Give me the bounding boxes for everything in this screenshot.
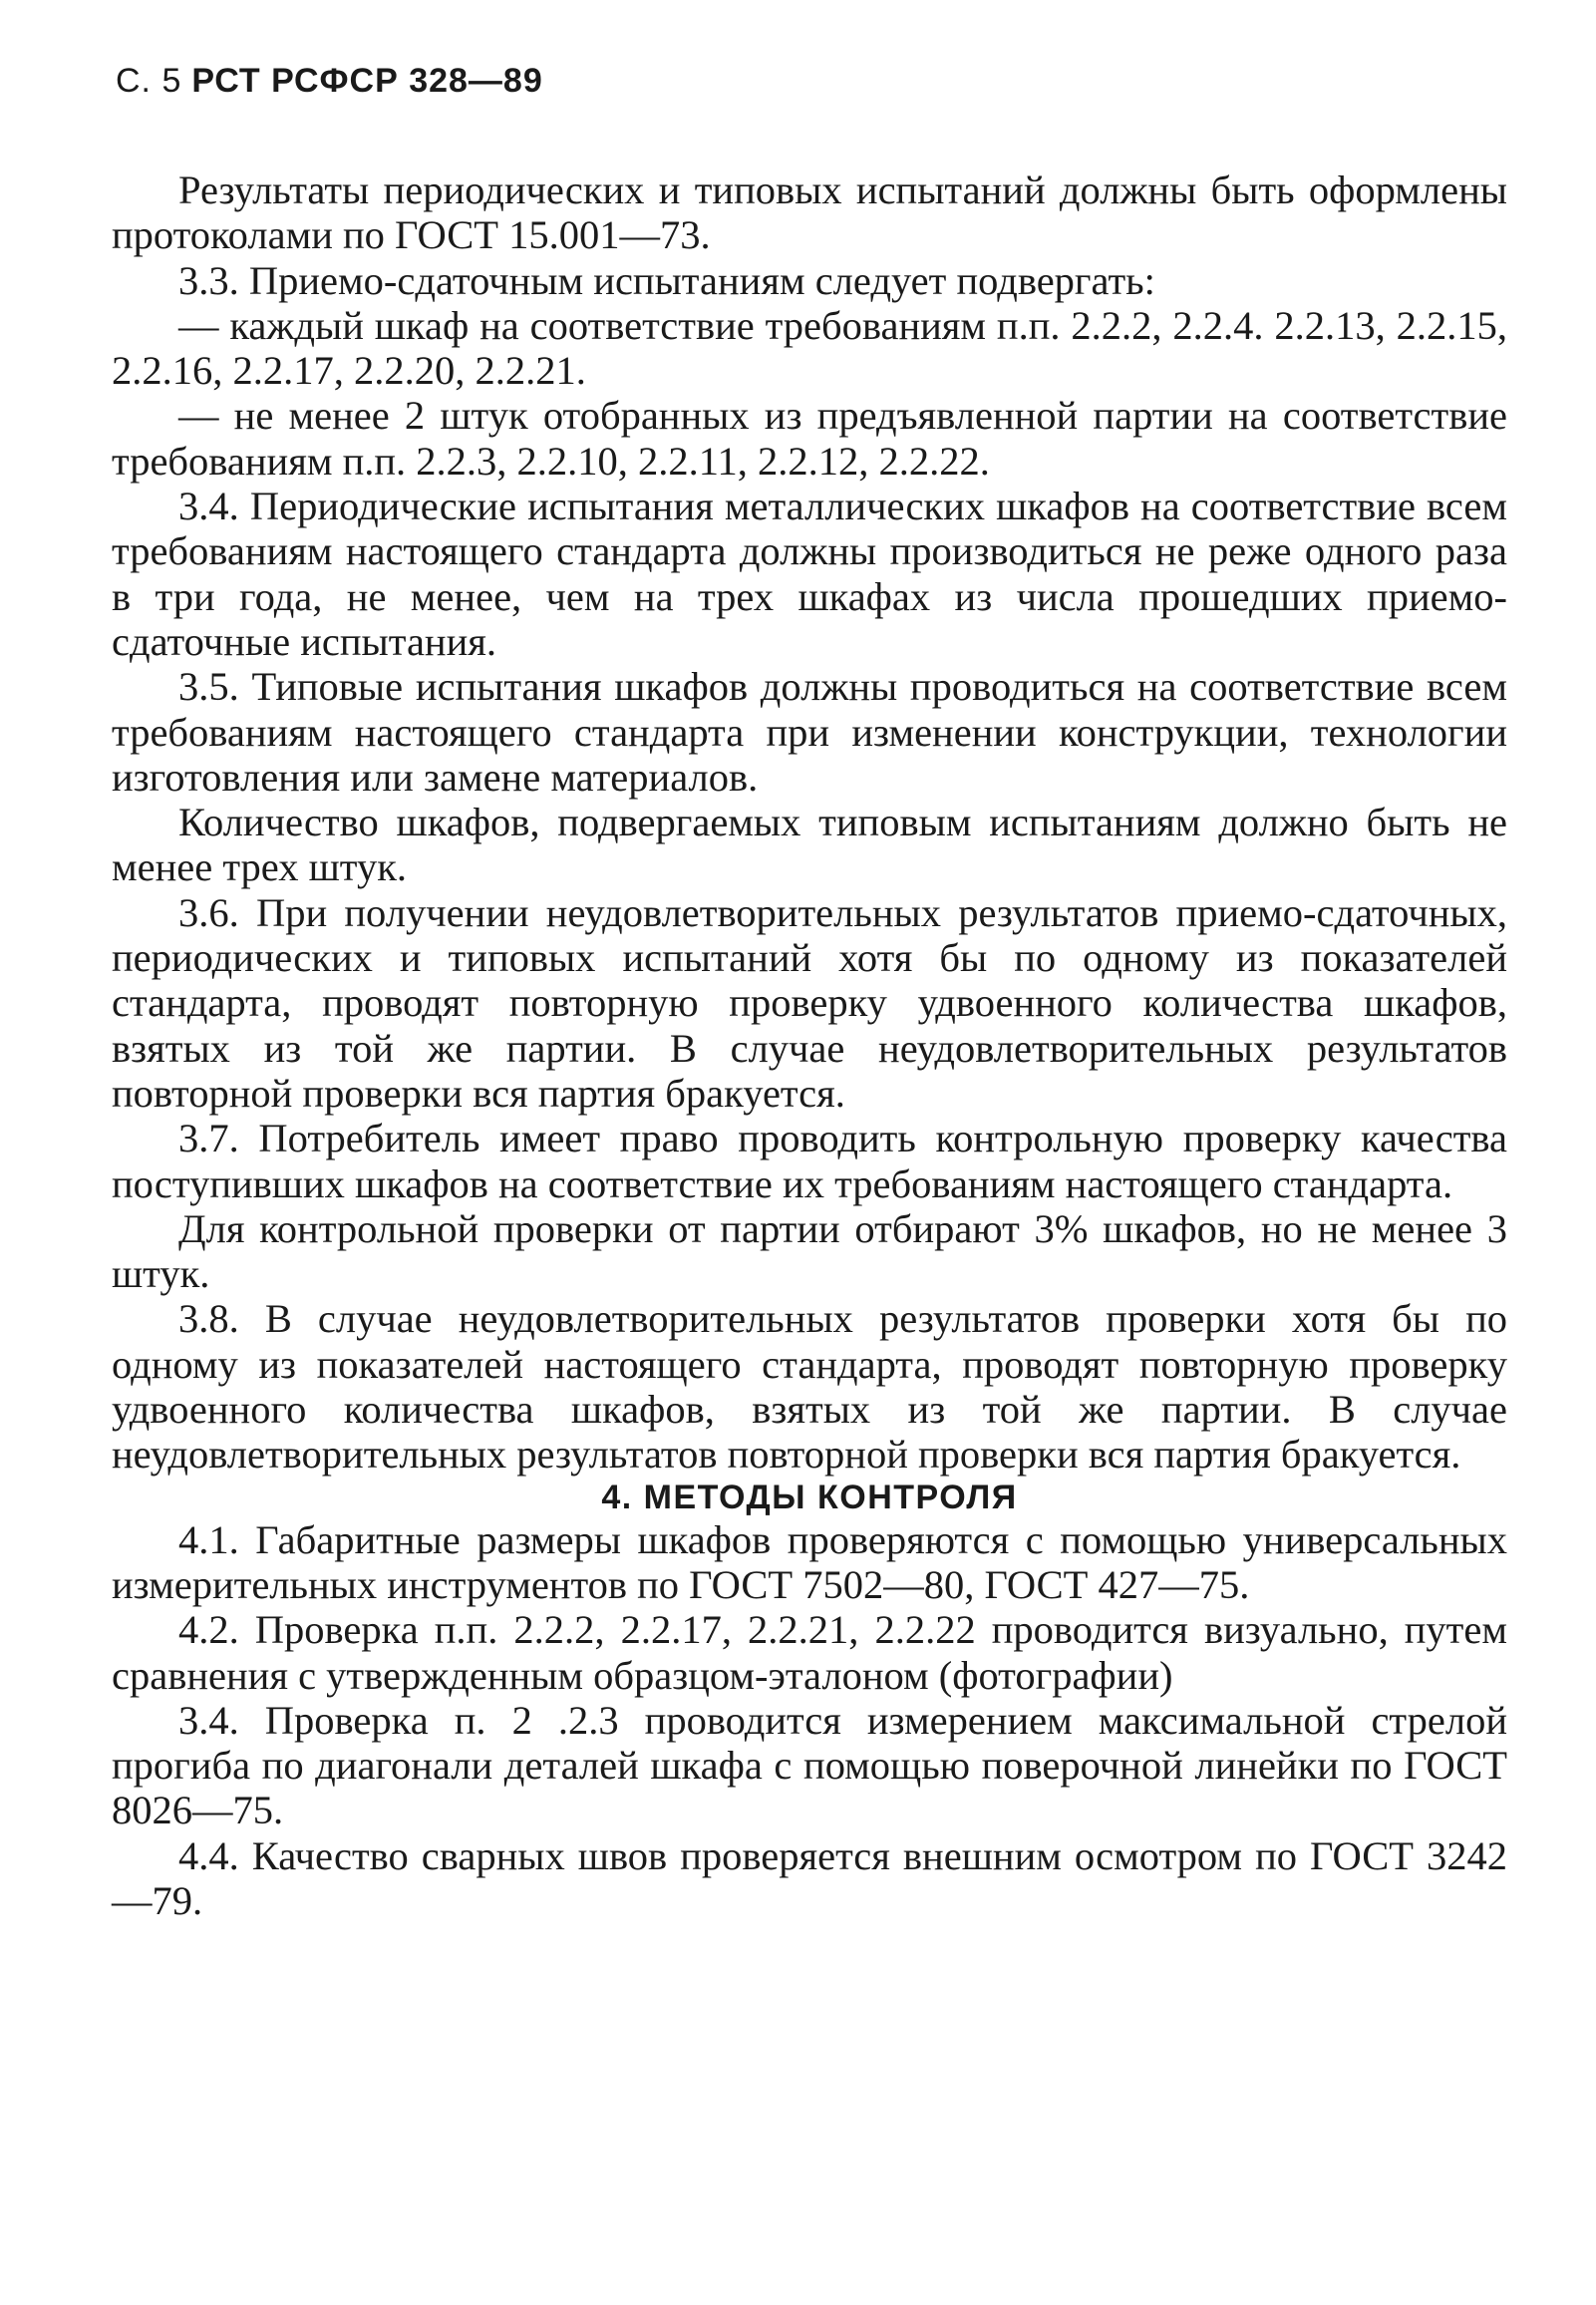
paragraph-3-6: 3.6. При получении неудовлетворительных результатов приемо-сдаточных, периодических и типовых испытаний хотя бы по одному из показателей стандарта, проводят повторную проверку удвоенного количества шкафов, взятых из той же партии. В случае неудовлетворительных результатов повторной проверки вся партия бракуется. xyxy=(112,889,1507,1116)
paragraph-results-protocols: Результаты периодических и типовых испытаний должны быть оформлены протоколами по ГОСТ 15.001—73. xyxy=(112,167,1507,258)
paragraph-4-4: 4.4. Качество сварных швов проверяется внешним осмотром по ГОСТ 3242—79. xyxy=(112,1832,1507,1923)
document-body xyxy=(112,167,1507,1923)
list-item-sample-cabinets: — не менее 2 штук отобранных из предъявленной партии на соответствие требованиям п.п. 2.2.3, 2.2.10, 2.2.11, 2.2.12, 2.2.22. xyxy=(112,393,1507,484)
page-number: С. 5 xyxy=(116,62,182,100)
list-item-each-cabinet: — каждый шкаф на соответствие требованиям п.п. 2.2.2, 2.2.4. 2.2.13, 2.2.15, 2.2.16, 2.2.17, 2.2.20, 2.2.21. xyxy=(112,302,1507,394)
paragraph-3-3: 3.3. Приемо-сдаточным испытаниям следует подвергать: xyxy=(178,257,1155,303)
paragraph-4-3: 3.4. Проверка п. 2 .2.3 проводится измерением максимальной стрелой прогиба по диагонали деталей шкафа с помощью поверочной линейки по ГОСТ 8026—75. xyxy=(112,1697,1507,1833)
running-header xyxy=(116,62,543,101)
standard-designation: РСТ РСФСР 328—89 xyxy=(191,62,543,100)
paragraph-type-test-quantity: Количество шкафов, подвергаемых типовым испытаниям должно быть не менее трех штук. xyxy=(112,800,1507,890)
paragraph-3-7: 3.7. Потребитель имеет право проводить контрольную проверку качества поступивших шкафов на соответствие их требованиям настоящего стандарта. xyxy=(112,1116,1507,1206)
paragraph-4-1: 4.1. Габаритные размеры шкафов проверяются с помощью универсальных измерительных инструментов по ГОСТ 7502—80, ГОСТ 427—75. xyxy=(112,1516,1507,1607)
paragraph-3-4: 3.4. Периодические испытания металлических шкафов на соответствие всем требованиям настоящего стандарта должны производиться не реже одного раза в три года, не менее, чем на трех шкафах из числа прошедших приемо-сдаточные испытания. xyxy=(112,484,1507,664)
paragraph-4-2: 4.2. Проверка п.п. 2.2.2, 2.2.17, 2.2.21, 2.2.22 проводится визуально, путем сравнения с утвержденным образцом-эталоном (фотографии) xyxy=(112,1607,1507,1698)
section-heading: 4. МЕТОДЫ КОНТРОЛЯ xyxy=(601,1478,1018,1516)
paragraph-control-sample: Для контрольной проверки от партии отбирают 3% шкафов, но не менее 3 штук. xyxy=(112,1205,1507,1297)
paragraph-3-5: 3.5. Типовые испытания шкафов должны проводиться на соответствие всем требованиям настоящего стандарта при изменении конструкции, технологии изготовления или замене материалов. xyxy=(112,664,1507,800)
paragraph-3-8: 3.8. В случае неудовлетворительных результатов проверки хотя бы по одному из показателей настоящего стандарта, проводят повторную проверку удвоенного количества шкафов, взятых из той же партии. В случае неудовлетворительных результатов повторной проверки вся партия бракуется. xyxy=(112,1296,1507,1478)
